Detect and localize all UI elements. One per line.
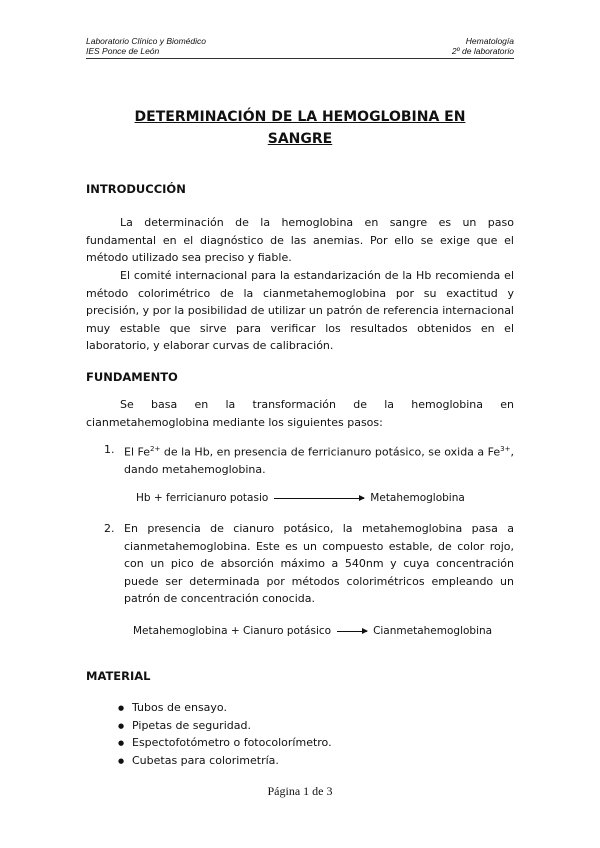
list-item: ● Espectofotómetro o fotocolorímetro. bbox=[118, 734, 332, 752]
subject-name: Hematología bbox=[465, 36, 514, 46]
equation-1-product: Metahemoglobina bbox=[370, 492, 465, 504]
introduccion-paragraph-2: El comité internacional para la estandarización de la Hb recomienda el método colorimétrico de la cianmetahemoglobina por su exactitud y precisión, y por la posibilidad de utilizar un patrón de referencia internacional muy estable que sirve para verificar los resultados obtenidos en el laboratorio, y elaborar curvas de calibración. bbox=[86, 269, 514, 352]
equation-1 bbox=[136, 492, 465, 504]
introduccion-paragraph-1: La determinación de la hemoglobina en sangre es un paso fundamental en el diagnóstico de las anemias. Por ello se exige que el método utilizado sea preciso y fiable. bbox=[86, 216, 514, 264]
list-item: ● Cubetas para colorimetría. bbox=[118, 752, 332, 770]
superscript-3plus: 3+ bbox=[500, 445, 511, 453]
fundamento-intro: Se basa en la transformación de la hemoglobina en cianmetahemoglobina mediante los siguientes pasos: bbox=[86, 398, 514, 429]
header-left bbox=[86, 36, 206, 56]
page-number: Página 1 de 3 bbox=[267, 784, 333, 798]
step-1 bbox=[104, 441, 514, 479]
step-2-text: En presencia de cianuro potásico, la metahemoglobina pasa a cianmetahemoglobina. Este es un compuesto estable, de color rojo, con un pico de absorción máximo a 540nm y cuya concentración puede ser determinada por métodos colorimétricos empleando un patrón de concentración conocida. bbox=[124, 522, 514, 605]
equation-2 bbox=[133, 625, 492, 637]
title-line-2: SANGRE bbox=[267, 131, 333, 147]
school-name: IES Ponce de León bbox=[86, 46, 160, 56]
title-line-1: DETERMINACIÓN DE LA HEMOGLOBINA EN bbox=[134, 109, 466, 125]
equation-1-reactants: Hb + ferricianuro potasio bbox=[136, 492, 269, 504]
introduccion-heading: INTRODUCCIÓN bbox=[86, 182, 186, 196]
superscript-2plus: 2+ bbox=[150, 445, 161, 453]
step-2-number: 2. bbox=[104, 522, 115, 535]
fundamento-heading: FUNDAMENTO bbox=[86, 370, 178, 384]
lab-name: Laboratorio Clínico y Biomédico bbox=[86, 36, 207, 46]
step-1-text: El $Fe^{2+}$ de la Hb, en presencia de ferricianuro potásico, se oxida a $Fe^{3+}$, dando metahemoglobina. bbox=[124, 445, 514, 477]
step-2 bbox=[104, 520, 514, 608]
list-item: ● Tubos de ensayo. bbox=[118, 699, 332, 717]
step-1-number: 1. bbox=[104, 443, 115, 456]
material-heading: MATERIAL bbox=[86, 669, 151, 683]
course-name: 2º de laboratorio bbox=[451, 46, 514, 56]
equation-2-reactants: Metahemoglobina + Cianuro potásico bbox=[133, 625, 332, 637]
equation-2-product: Cianmetahemoglobina bbox=[373, 625, 493, 637]
header-divider bbox=[86, 58, 514, 59]
list-item: ● Pipetas de seguridad. bbox=[118, 717, 332, 735]
header-right bbox=[452, 36, 514, 56]
material-list bbox=[118, 699, 332, 769]
reaction-arrow-icon bbox=[274, 498, 364, 499]
reaction-arrow-icon bbox=[337, 631, 367, 632]
document-title bbox=[86, 106, 514, 150]
